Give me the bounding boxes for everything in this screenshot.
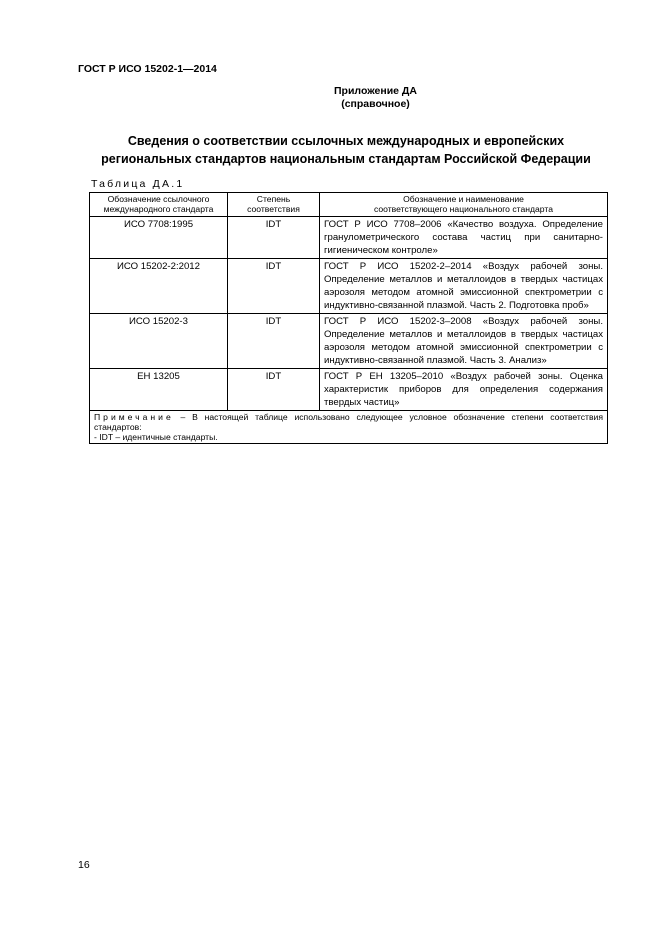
header-national-standard [320,193,608,217]
national-standard-cell: ГОСТ Р ИСО 7708–2006 «Качество воздуха. Определение гранулометрического состава частиц при санитарно-гигиеническом контроле» [320,217,608,259]
degree-cell: IDT [228,217,320,259]
reference-standard-cell: ИСО 7708:1995 [90,217,228,259]
table-row [90,259,608,314]
reference-standard-cell: ИСО 15202-2:2012 [90,259,228,314]
reference-standard-cell: ИСО 15202-3 [90,314,228,369]
national-standard-cell: ГОСТ Р ИСО 15202-2–2014 «Воздух рабочей зоны. Определение металлов и металлоидов в твердых частицах аэрозоля методом атомной эмиссионной спектрометрии с индуктивно-связанной плазмой. Часть 2. Подготовка проб» [320,259,608,314]
note-item: - IDT – идентичные стандарты. [94,432,218,442]
header-reference-line-2: международного стандарта [103,204,214,214]
document-code: ГОСТ Р ИСО 15202-1—2014 [78,63,217,75]
annex-subtitle: (справочное) [341,98,410,110]
header-degree [228,193,320,217]
note-text: – В настоящей таблице использовано следующее условное обозначение степени соответствия стандартов: [94,412,603,432]
note-label: Примечание [94,412,174,422]
degree-cell: IDT [228,314,320,369]
table-note [90,411,608,444]
national-standard-cell: ГОСТ Р ЕН 13205–2010 «Воздух рабочей зоны. Оценка характеристик приборов для определения содержания твердых частиц» [320,369,608,411]
header-degree-line-1: Степень [256,194,291,204]
page-number: 16 [78,859,90,871]
table-caption: Таблица ДА.1 [91,178,185,190]
annex-title: Приложение ДА [334,85,417,97]
table-note-row [90,411,608,444]
section-title-line-1: Сведения о соответствии ссылочных международных и европейских [127,134,565,148]
header-degree-line-2: соответствия [247,204,300,214]
table-row [90,314,608,369]
table-row [90,217,608,259]
degree-cell: IDT [228,259,320,314]
header-national-line-1: Обозначение и наименование [403,194,524,204]
header-national-line-2: соответствующего национального стандарта [373,204,554,214]
degree-cell: IDT [228,369,320,411]
correspondence-table [89,192,608,444]
reference-standard-cell: ЕН 13205 [90,369,228,411]
section-title [78,132,614,168]
national-standard-cell: ГОСТ Р ИСО 15202-3–2008 «Воздух рабочей зоны. Определение металлов и металлоидов в твердых частицах аэрозоля методом атомной эмиссионной спектрометрии с индуктивно-связанной плазмой. Часть 3. Анализ» [320,314,608,369]
header-reference-standard [90,193,228,217]
header-reference-line-1: Обозначение ссылочного [107,194,210,204]
section-title-line-2: региональных стандартов национальным стандартам Российской Федерации [101,152,591,166]
table-header-row [90,193,608,217]
table-row [90,369,608,411]
